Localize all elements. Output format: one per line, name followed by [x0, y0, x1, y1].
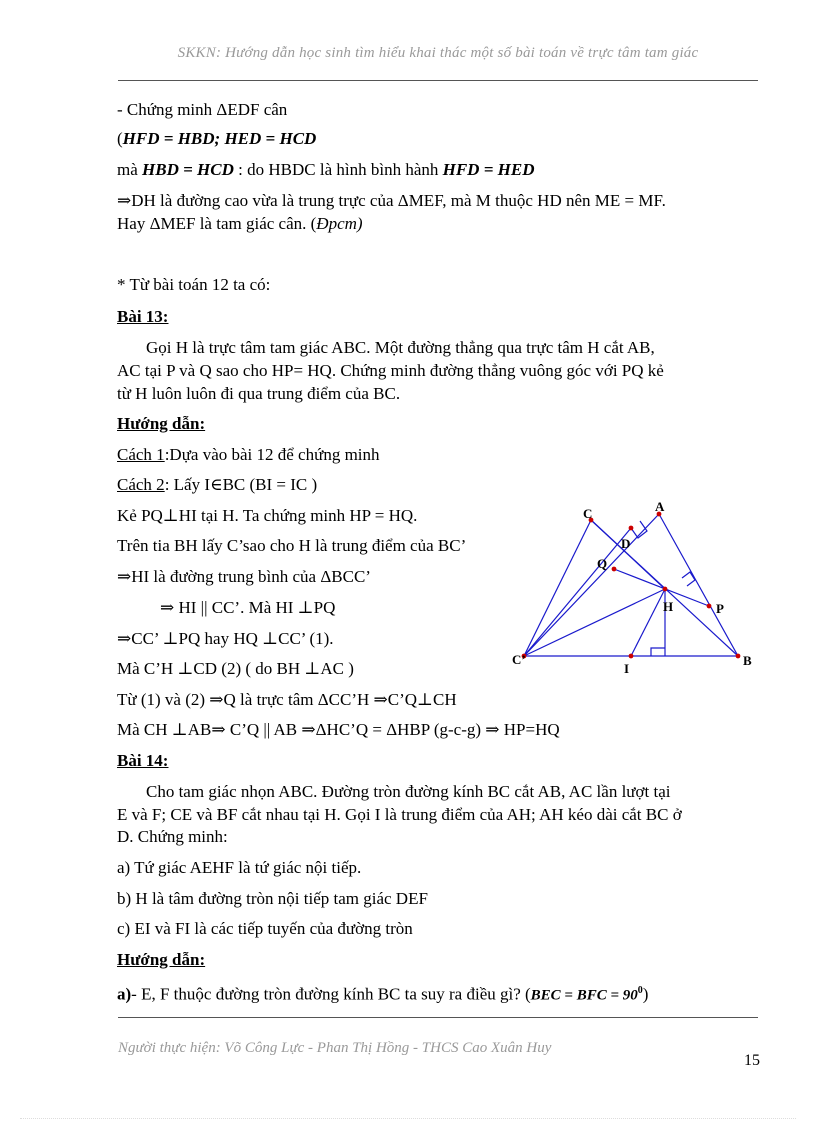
page-header: SKKN: Hướng dẫn học sinh tìm hiểu khai thác một số bài toán về trực tâm tam giác [177, 45, 699, 61]
point-q [612, 567, 617, 572]
bai13-p2: AC tại P và Q sao cho HP= HQ. Chứng minh đường thẳng vuông góc với PQ kẻ [117, 361, 664, 380]
header-rule [118, 80, 758, 81]
point-h [663, 587, 668, 592]
bai14-part-a: a) Tứ giác AEHF là tứ giác nội tiếp. [117, 858, 362, 877]
page-bottom-dotted-rule [20, 1118, 796, 1119]
label-q: Q [597, 556, 608, 571]
step-6: Mà C’H ⊥CD (2) ( do BH ⊥AC ) [117, 659, 354, 678]
label-cprime: C’ [512, 652, 526, 667]
line-chung-minh: - Chứng minh ΔEDF cân [117, 100, 288, 119]
label-h: H [663, 599, 674, 614]
point-b [736, 654, 741, 659]
label-i: I [624, 661, 630, 676]
line-c-h [591, 520, 665, 589]
bai14-p2: E và F; CE và BF cắt nhau tại H. Gọi I là trung điểm của AH; AH kéo dài cắt BC ở [117, 805, 682, 824]
line-cprime-h [524, 589, 665, 656]
bai14-title: Bài 14: [117, 751, 169, 770]
bai14-p1: Cho tam giác nhọn ABC. Đường tròn đường kính BC cắt AB, AC lần lượt tại [146, 782, 671, 801]
cach2-line: Cách 2: Lấy I∈BC (BI = IC ) [117, 475, 318, 494]
step-5: ⇒CC’ ⊥PQ hay HQ ⊥CC’ (1). [117, 629, 334, 648]
label-p: P [716, 601, 724, 616]
bai13-title: Bài 13: [117, 307, 169, 326]
label-b: B [743, 653, 752, 668]
point-p [707, 604, 712, 609]
line-q-p [614, 569, 709, 606]
bai14-p3: D. Chứng minh: [117, 827, 228, 846]
huongdan2-a: a)- E, F thuộc đường tròn đường kính BC ta suy ra điều gì? (BEC = BFC = $90^0$) [117, 984, 649, 1004]
page-number: 15 [744, 1052, 760, 1069]
page-footer: Người thực hiện: Võ Công Lực - Phan Thị Hồng - THCS Cao Xuân Huy [118, 1040, 552, 1056]
bai14-part-c: c) EI và FI là các tiếp tuyến của đường tròn [117, 919, 413, 938]
right-angle-bottom [651, 648, 665, 656]
cach1-line: Cách 1:Dựa vào bài 12 để chứng minh [117, 445, 380, 464]
point-d [629, 526, 634, 531]
step-3: ⇒HI là đường trung bình của ΔBCC’ [117, 567, 371, 586]
triangle-abc [524, 514, 738, 656]
intro-line: * Từ bài toán 12 ta có: [117, 275, 271, 294]
label-c: C [583, 506, 593, 521]
line-isosceles: Hay ΔMEF là tam giác cân. (Đpcm) [117, 214, 363, 233]
line-parallelogram: mà HBD = HCD : do HBDC là hình bình hành HFD = HED [117, 160, 535, 179]
step-4: ⇒ HI || CC’. Mà HI ⊥PQ [160, 598, 336, 617]
step-7: Từ (1) và (2) ⇒Q là trực tâm ΔCC’H ⇒C’Q⊥CH [117, 690, 457, 709]
line-angles: (HFD = HBD; HED = HCD [117, 129, 317, 148]
label-d: D [621, 536, 631, 551]
huongdan1-title: Hướng dẫn: [117, 414, 206, 433]
footer-rule [118, 1017, 758, 1018]
step-8: Mà CH ⊥AB⇒ C’Q || AB ⇒ΔHC’Q = ΔHBP (g-c-g) ⇒ HP=HQ [117, 720, 560, 739]
geometry-figure [505, 495, 775, 680]
bai13-p3: từ H luôn luôn đi qua trung điểm của BC. [117, 384, 401, 403]
bai13-p1: Gọi H là trực tâm tam giác ABC. Một đường thẳng qua trực tâm H cắt AB, [146, 338, 655, 357]
label-a: A [655, 499, 665, 514]
step-1: Kẻ PQ⊥HI tại H. Ta chứng minh HP = HQ. [117, 506, 418, 525]
line-h-i [631, 589, 665, 656]
line-dh-conclusion: ⇒DH là đường cao vừa là trung trực của ΔMEF, mà M thuộc HD nên ME = MF. [117, 191, 666, 210]
huongdan2-title: Hướng dẫn: [117, 950, 206, 969]
point-i [629, 654, 634, 659]
bai14-part-b: b) H là tâm đường tròn nội tiếp tam giác DEF [117, 889, 428, 908]
step-2: Trên tia BH lấy C’sao cho H là trung điểm của BC’ [117, 536, 467, 555]
